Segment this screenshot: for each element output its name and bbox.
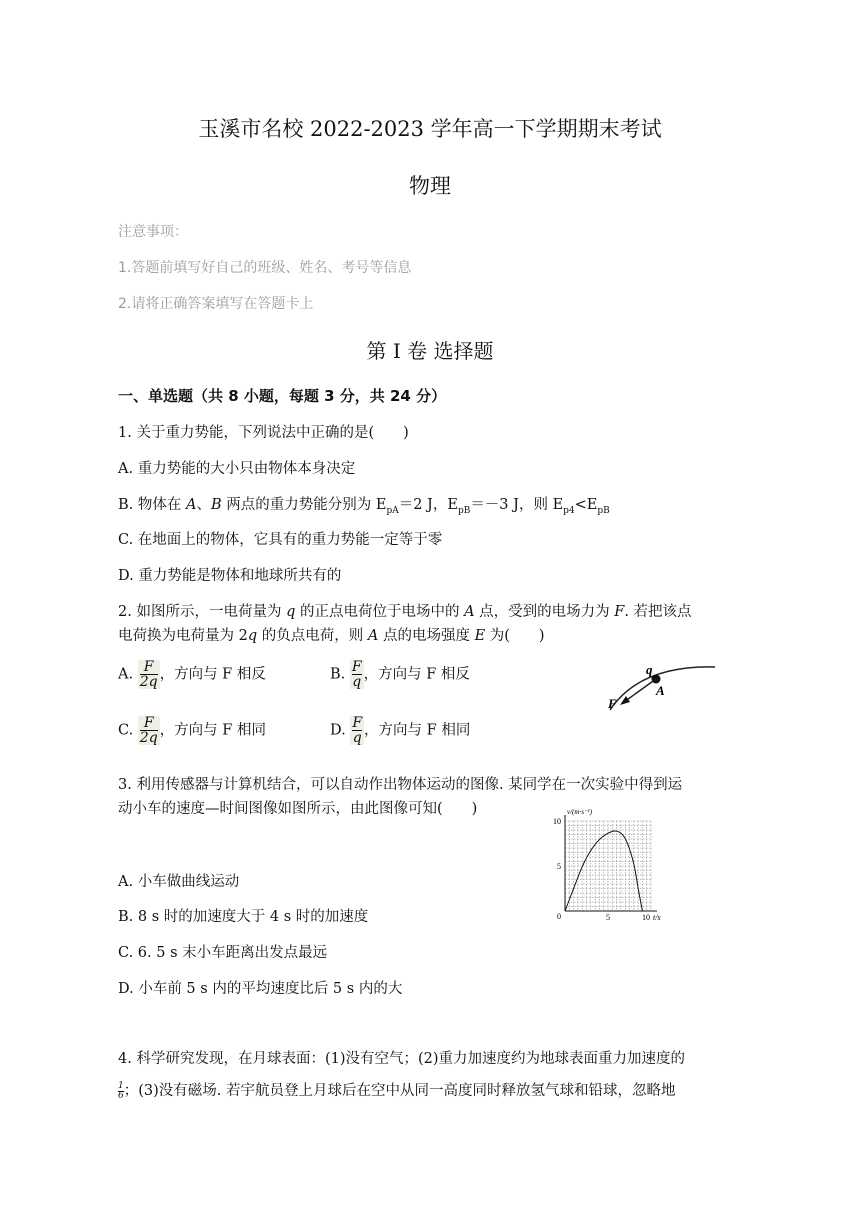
q3-option-b: B. 8 s 时的加速度大于 4 s 时的加速度 (118, 909, 369, 925)
q1-option-a: A. 重力势能的大小只由物体本身决定 (118, 461, 356, 477)
q1-option-d: D. 重力势能是物体和地球所共有的 (118, 568, 342, 584)
fig-label-a: A (656, 683, 665, 698)
exam-title: 玉溪市名校 2022-2023 学年高一下学期期末考试 (198, 117, 662, 141)
q4-fraction: $\frac{1}{6}$ (118, 1080, 124, 1101)
q2-option-d-fraction: $\frac{F}{q}$ (352, 715, 363, 746)
x-axis-label: t/s (653, 913, 661, 922)
q2-option-b: B. $\frac{F}{q}$ ，方向与 F 相反 (330, 659, 470, 690)
x-tick-label: 0 (557, 912, 561, 921)
subject-title: 物理 (409, 174, 451, 198)
q2-option-c-fraction: $\frac{F}{2q}$ (139, 715, 158, 746)
q3-vt-chart (555, 803, 675, 921)
q3-stem-line1: 3. 利用传感器与计算机结合，可以自动作出物体运动的图像. 某同学在一次实验中得到运 (118, 777, 683, 793)
q2-option-a-fraction: $\frac{F}{2q}$ (139, 659, 158, 690)
part-title: 一、单选题（共 8 小题，每题 3 分，共 24 分） (118, 387, 447, 405)
fig-label-q: q (646, 662, 653, 677)
q4-stem-line1: 4. 科学研究发现，在月球表面：(1)没有空气；(2)重力加速度约为地球表面重力加速度的 (118, 1051, 686, 1067)
q2-option-a: A. $\frac{F}{2q}$ ，方向与 F 相反 (118, 659, 266, 690)
q2-option-b-fraction: $\frac{F}{q}$ (351, 659, 362, 690)
q2-field-figure (600, 655, 730, 715)
x-tick-label: 10 (642, 913, 650, 922)
q4-stem-line2: $\frac{1}{6}$；(3)没有磁场. 若宇航员登上月球后在空中从同一高度同时释放氢气球和铅球，忽略地 (118, 1080, 676, 1101)
fig-label-f: F (608, 696, 617, 711)
q2-option-d: D. $\frac{F}{q}$ ，方向与 F 相同 (330, 715, 471, 746)
note-item-2: 2.请将正确答案填写在答题卡上 (118, 296, 314, 312)
q3-option-d: D. 小车前 5 s 内的平均速度比后 5 s 内的大 (118, 981, 403, 997)
y-axis-label: v/(m·s⁻¹) (567, 808, 593, 816)
q3-option-c: C. 6. 5 s 末小车距离出发点最远 (118, 945, 328, 961)
q3-option-a: A. 小车做曲线运动 (118, 874, 240, 890)
q2-stem-line1: 2. 如图所示，一电荷量为 q 的正点电荷位于电场中的 A 点，受到的电场力为 F. 若把该点 (118, 604, 692, 620)
q2-stem-line2: 电荷换为电荷量为 2q 的负点电荷，则 A 点的电场强度 E 为( ) (118, 628, 545, 644)
note-item-1: 1.答题前填写好自己的班级、姓名、考号等信息 (118, 260, 412, 276)
q1-stem: 1. 关于重力势能，下列说法中正确的是( ) (118, 425, 409, 441)
y-tick-label: 5 (557, 862, 561, 871)
y-tick-label: 10 (553, 817, 561, 826)
q1-option-b: B. 物体在 A、B 两点的重力势能分别为 $E_{pA}=2$ J，$E_{pB}=-3$ J，则 $E_{p4}<E_{pB}$ (118, 497, 610, 516)
force-arrowhead (620, 696, 630, 705)
q3-stem-line2: 动小车的速度—时间图像如图所示，由此图像可知( ) (118, 801, 478, 817)
x-tick-label: 5 (606, 913, 610, 922)
q1-option-c: C. 在地面上的物体，它具有的重力势能一定等于零 (118, 532, 443, 548)
section-title: 第 I 卷 选择题 (366, 339, 494, 363)
q2-option-c: C. $\frac{F}{2q}$ ，方向与 F 相同 (118, 715, 266, 746)
notes-heading: 注意事项： (118, 224, 188, 240)
